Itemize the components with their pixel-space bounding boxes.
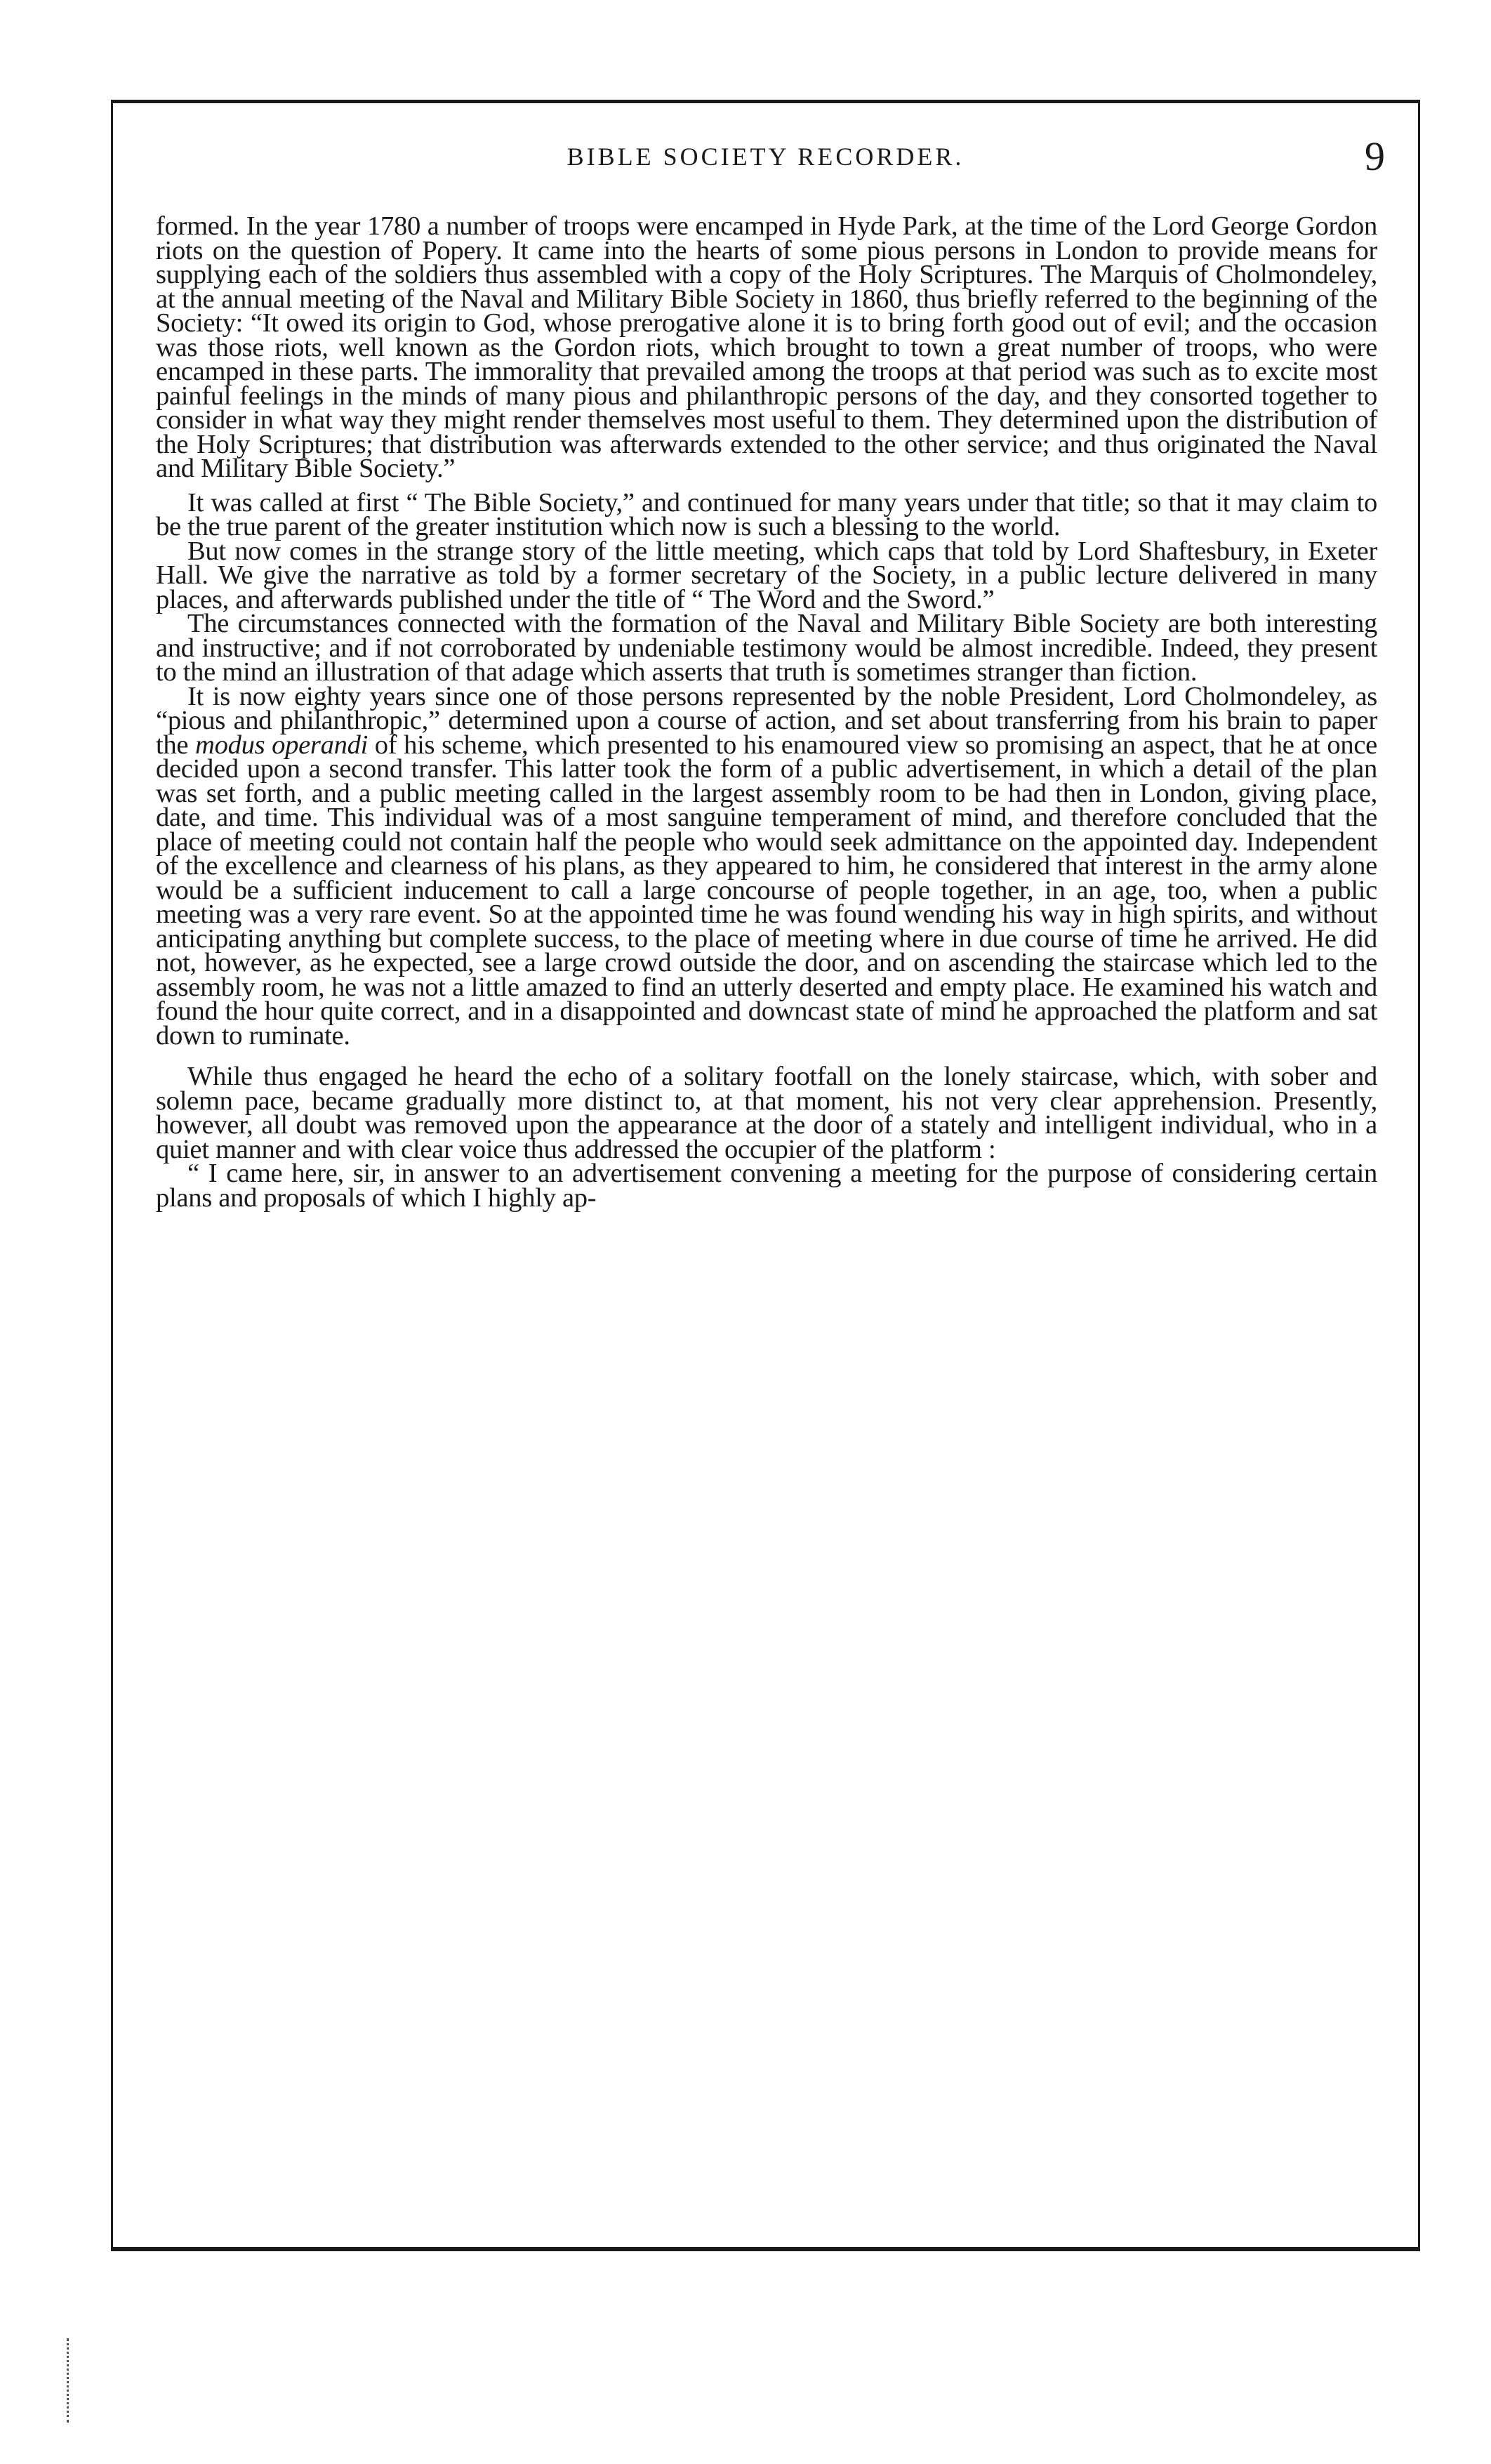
page-number: 9 <box>1365 133 1385 179</box>
italic-phrase: modus operandi <box>195 730 368 760</box>
paragraph-6: While thus engaged he heard the echo of a solitary footfall on the lonely staircase, which, with sober and solemn pace, became gradually more distinct to, at that moment, his not very clear apprehension. Presently, however, all doubt was removed upon the appearance at the door of a stately and intelligent individual, who in a quiet manner and with clear voice thus addressed the occupier of the platform : <box>156 1062 1377 1164</box>
left-rule <box>111 100 113 2251</box>
paragraph-3: But now comes in the strange story of the little meeting, which caps that told by Lord Shaftesbury, in Exeter Hall. We give the narrative as told by a former secretary of the Society, in a public lecture delivered in many places, and afterwards published under the title of “ The Word and the Sword.” <box>156 536 1377 614</box>
page-header <box>111 133 1420 188</box>
top-rule <box>111 100 1420 103</box>
paragraph-7: “ I came here, sir, in answer to an advertisement convening a meeting for the purpose of considering certain plans and proposals of which I highly ap- <box>156 1159 1377 1213</box>
paragraph-5: It is now eighty years since one of those persons represented by the noble President, Lord Cholmondeley, as “pious and philanthropic,” determined upon a course of action, and set about transferring from his brain to paper the modus operandi of his scheme, which presented to his enamoured view so promising an aspect, that he at once decided upon a second transfer. This latter took the form of a public advertisement, in which a detail of the plan was set forth, and a public meeting called in the largest assembly room to be had then in London, giving place, date, and time. This individual was of a most sanguine temperament of mind, and therefore concluded that the place of meeting could not contain half the people who would seek admittance on the appointed day. Independent of the excellence and clearness of his plans, as they appeared to him, he considered that interest in the army alone would be a sufficient inducement to call a large concourse of people together, in an age, too, when a public meeting was a very rare event. So at the appointed time he was found wending his way in high spirits, and without anticipating anything but complete success, to the place of meeting where in due course of time he arrived. He did not, however, as he expected, see a large crowd outside the door, and on ascending the staircase which led to the assembly room, he was not a little amazed to find an utterly deserted and empty place. He examined his watch and found the hour quite correct, and in a disappointed and downcast state of mind he approached the platform and sat down to ruminate. <box>156 681 1378 1050</box>
bottom-rule <box>111 2247 1420 2251</box>
margin-speck <box>67 2338 72 2423</box>
paragraph-2: It was called at first “ The Bible Society,” and continued for many years under that title; so that it may claim to be the true parent of the greater institution which now is such a blessing to the world. <box>156 487 1377 541</box>
body-text <box>156 211 1378 1213</box>
paragraph-4: The circumstances connected with the formation of the Naval and Military Bible Society are both interesting and instructive; and if not corroborated by undeniable testimony would be almost incredible. Indeed, they present to the mind an illustration of that adage which asserts that truth is sometimes stranger than fiction. <box>156 609 1377 687</box>
right-rule <box>1418 100 1420 2251</box>
paragraph-1: formed. In the year 1780 a number of troops were encamped in Hyde Park, at the time of the Lord George Gordon riots on the question of Popery. It came into the hearts of some pious persons in London to provide means for supplying each of the soldiers thus assembled with a copy of the Holy Scriptures. The Marquis of Cholmondeley, at the annual meeting of the Naval and Military Bible Society in 1860, thus briefly referred to the beginning of the Society: “It owed its origin to God, whose prerogative alone it is to bring forth good out of evil; and the occasion was those riots, well known as the Gordon riots, which brought to town a great number of troops, who were encamped in these parts. The immorality that prevailed among the troops at that period was such as to excite most painful feelings in the minds of many pious and philanthropic persons of the day, and they consorted together to consider in what way they might render themselves most useful to them. They determined upon the distribution of the Holy Scriptures; that distribution was afterwards extended to the other service; and thus originated the Naval and Military Bible Society.” <box>156 211 1377 483</box>
running-head: BIBLE SOCIETY RECORDER. <box>566 143 965 171</box>
